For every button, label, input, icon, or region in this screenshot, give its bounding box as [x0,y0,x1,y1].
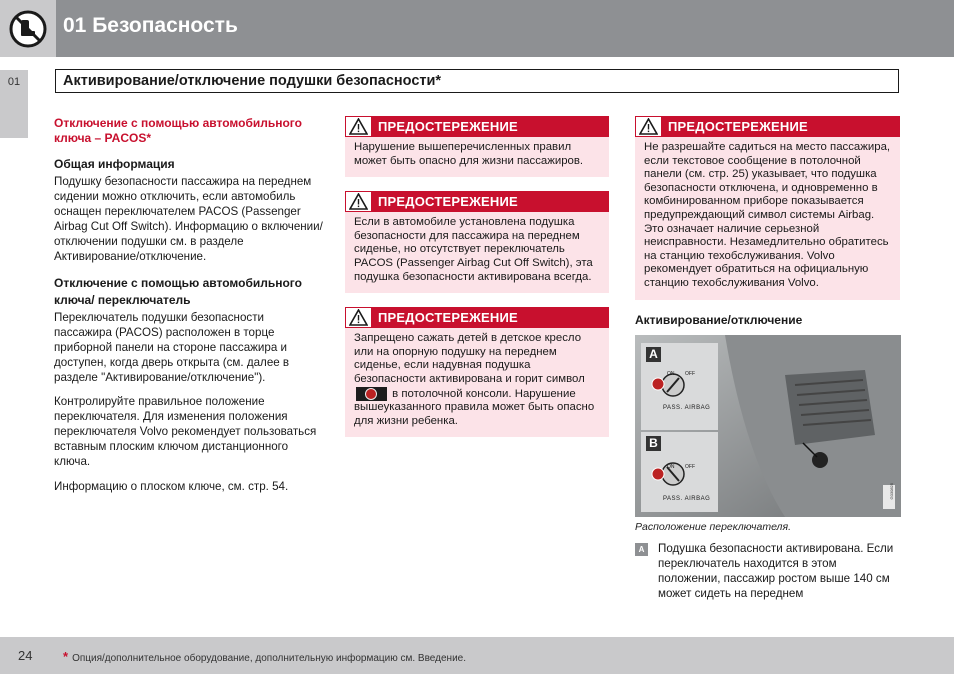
warning-box [345,307,609,437]
warning-text-after: в потолочной консоли. Нарушение вышеуказанного правила может быть опасно для жизни ребенка. [354,387,595,427]
switch-location-photo [635,335,901,517]
warning-triangle-icon [635,116,662,137]
column-3 [635,116,900,601]
general-info-heading: Общая информация [54,157,175,171]
page-title: 01 Безопасность [63,14,238,37]
chapter-icon-box [0,0,56,57]
column-2 [345,116,609,451]
activation-heading: Активирование/отключение [635,312,803,327]
pacos-heading: Отключение с помощью автомобильного ключа – PACOS* [54,116,302,145]
warning-triangle-icon [345,191,372,212]
on-label-b: ON [667,463,675,470]
footnote-star: * [63,649,69,664]
section-title: Активирование/отключение подушки безопасности* [55,69,899,93]
warning-header [635,116,900,137]
warning-text: Нарушение вышеперечисленных правил может быть опасно для жизни пассажиров. [354,141,584,167]
general-info-text: Подушку безопасности пассажира на переднем сидении можно отключить, если автомобиль оснащен переключателем PACOS (Passenger Airbag Cut Off Switch). Информацию о включении/отключении подушки см. в разделе Активирование/отключение. [54,175,323,264]
key-label-a: A [635,543,648,556]
key-item [635,541,900,602]
switch-inset-a [641,343,718,430]
off-label-a: OFF [685,370,695,377]
image-code: G030825 [889,482,894,499]
flat-key-ref-text: Информацию о плоском ключе, см. стр. 54. [54,479,289,493]
warning-label: ПРЕДОСТЕРЕЖЕНИЕ [378,310,518,326]
pass-airbag-label-b: PASS. AIRBAG [663,495,711,502]
warning-label: ПРЕДОСТЕРЕЖЕНИЕ [668,118,808,134]
warning-text [345,328,609,437]
warning-label: ПРЕДОСТЕРЕЖЕНИЕ [378,118,518,134]
inset-label-b: B [646,436,661,451]
warning-text-before: Запрещено сажать детей в детское кресло или на опорную подушку на переднем сиденье, если надувная подушка безопасности активирована и горит символ [354,332,585,385]
no-child-seat-icon [8,9,48,49]
switch-inset-b [641,432,718,512]
warning-text: Если в автомобиле установлена подушка безопасности для пассажира на переднем сиденье, но отсутствует переключатель PACOS (Passenger Airbag Cut Off Switch), эта подушка безопасности активирована всегда. [354,216,593,283]
chapter-tab: 01 [0,70,28,138]
warning-header [345,191,609,212]
warning-box [345,191,609,293]
column-1 [54,116,324,494]
warning-text: Не разрешайте садиться на место пассажира, если текстовое сообщение в потолочной панели (см. стр. 25) указывает, что подушка безопасности отключена, и одновременно в комбинированном приборе показывается предупреждающий символ системы Airbag. Это означает наличие серьезной неисправности. Незамедлительно обратитесь на станцию техобслуживания. Volvo рекомендует обратиться на официальную станцию техобслуживания Volvo. [644,141,891,289]
off-label-b: OFF [685,463,695,470]
warning-header [345,307,609,328]
page-number: 24 [18,648,33,663]
photo-caption: Расположение переключателя. [635,520,792,533]
warning-header [345,116,609,137]
warning-label: ПРЕДОСТЕРЕЖЕНИЕ [378,194,518,210]
footnote-text: Опция/дополнительное оборудование, дополнительную информацию см. Введение. [72,653,466,664]
warning-triangle-icon [345,116,372,137]
warning-triangle-icon [345,307,372,328]
warning-box [345,116,609,177]
key-switch-heading: Отключение с помощью автомобильного ключа/ переключатель [54,275,302,307]
airbag-off-symbol-icon [356,387,387,401]
inset-label-a: A [646,347,661,362]
key-text-a: Подушка безопасности активирована. Если переключатель находится в этом положении, пассажир ростом выше 140 см может сидеть на переднем [658,541,894,601]
footnote [63,649,466,664]
switch-location-text: Переключатель подушки безопасности пассажира (PACOS) расположен в торце приборной панели на стороне пассажира и доступен, когда дверь открыта (см. далее в разделе "Активирование/отключение"). [54,310,290,384]
switch-position-text: Контролируйте правильное положение переключателя. Для изменения положения переключателя Volvo рекомендует пользоваться вставным плоским ключом дистанционного ключа. [54,395,317,469]
on-label-a: ON [667,370,675,377]
pass-airbag-label-a: PASS. AIRBAG [663,404,711,411]
warning-box [635,116,900,300]
